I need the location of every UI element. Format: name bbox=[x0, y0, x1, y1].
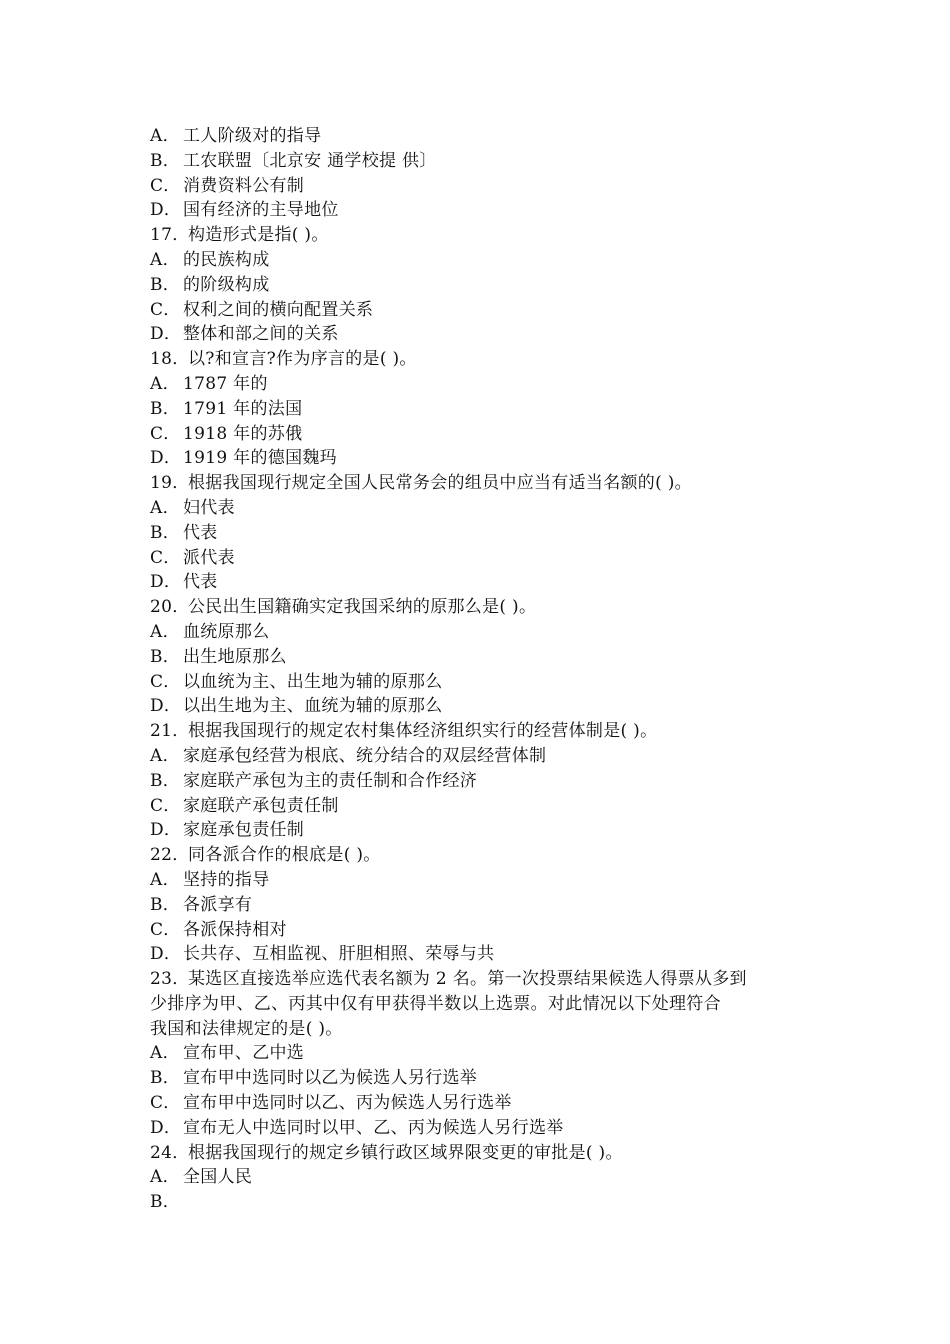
option-line bbox=[150, 198, 810, 223]
option-line bbox=[150, 620, 810, 645]
option-label: B． bbox=[150, 522, 181, 543]
option-label: D． bbox=[150, 944, 182, 965]
option-label: C． bbox=[150, 175, 181, 196]
option-line bbox=[150, 1165, 810, 1190]
option-line bbox=[150, 769, 810, 794]
option-label: B． bbox=[150, 274, 181, 295]
option-line bbox=[150, 744, 810, 769]
option-line bbox=[150, 818, 810, 843]
option-label: B． bbox=[150, 646, 181, 667]
option-line bbox=[150, 868, 810, 893]
question-line bbox=[150, 719, 810, 744]
option-label: A． bbox=[150, 745, 180, 766]
option-label: A． bbox=[150, 1043, 180, 1064]
option-text: 1787 年的 bbox=[183, 373, 268, 394]
option-text: 家庭联产承包责任制 bbox=[183, 795, 339, 816]
option-text: 宣布甲中选同时以乙为候选人另行选举 bbox=[183, 1068, 478, 1089]
option-line bbox=[150, 1041, 810, 1066]
option-text: 各派保持相对 bbox=[183, 919, 287, 940]
option-label: C． bbox=[150, 1093, 181, 1114]
option-text: 1791 年的法国 bbox=[183, 398, 303, 419]
question-text: 公民出生国籍确实定我国采纳的原那么是( )。 bbox=[188, 597, 537, 618]
option-text: 家庭承包经营为根底、统分结合的双层经营体制 bbox=[183, 745, 547, 766]
option-text: 家庭联产承包为主的责任制和合作经济 bbox=[183, 770, 478, 791]
option-label: C． bbox=[150, 299, 181, 320]
option-line bbox=[150, 273, 810, 298]
option-text: 代表 bbox=[183, 522, 218, 543]
option-line bbox=[150, 1091, 810, 1116]
option-text: 坚持的指导 bbox=[183, 869, 270, 890]
option-label: D． bbox=[150, 820, 182, 841]
option-label: D． bbox=[150, 696, 182, 717]
option-label: D． bbox=[150, 1117, 182, 1138]
option-label: D． bbox=[150, 448, 182, 469]
question-number: 24． bbox=[150, 1142, 190, 1163]
option-line bbox=[150, 1066, 810, 1091]
option-line bbox=[150, 446, 810, 471]
question-text: 根据我国现行的规定农村集体经济组织实行的经营体制是( )。 bbox=[188, 721, 658, 742]
option-label: C． bbox=[150, 795, 181, 816]
option-text: 派代表 bbox=[183, 547, 235, 568]
option-text: 代表 bbox=[183, 572, 218, 593]
option-label: A． bbox=[150, 1167, 180, 1188]
option-text: 宣布甲、乙中选 bbox=[183, 1043, 305, 1064]
option-label: C． bbox=[150, 423, 181, 444]
option-text: 整体和部之间的关系 bbox=[183, 324, 339, 345]
option-line bbox=[150, 298, 810, 323]
option-line bbox=[150, 496, 810, 521]
option-text: 各派享有 bbox=[183, 894, 253, 915]
option-line bbox=[150, 794, 810, 819]
question-text: 构造形式是指( )。 bbox=[188, 225, 329, 246]
option-text: 消费资料公有制 bbox=[183, 175, 305, 196]
option-text: 妇代表 bbox=[183, 497, 235, 518]
option-label: C． bbox=[150, 547, 181, 568]
option-text: 全国人民 bbox=[183, 1167, 253, 1188]
option-text: 工农联盟〔北京安 通学校提 供〕 bbox=[183, 150, 437, 171]
question-text: 根据我国现行规定全国人民常务会的组员中应当有适当名额的( )。 bbox=[188, 473, 692, 494]
option-label: A． bbox=[150, 621, 180, 642]
option-label: A． bbox=[150, 497, 180, 518]
question-line bbox=[150, 967, 810, 992]
question-line bbox=[150, 347, 810, 372]
option-text: 宣布甲中选同时以乙、丙为候选人另行选举 bbox=[183, 1093, 512, 1114]
option-line bbox=[150, 124, 810, 149]
question-text: 某选区直接选举应选代表名额为 2 名。第一次投票结果候选人得票从多到 bbox=[188, 969, 747, 990]
option-label: D． bbox=[150, 200, 182, 221]
question-continuation-line bbox=[150, 992, 810, 1017]
option-text: 家庭承包责任制 bbox=[183, 820, 305, 841]
option-line bbox=[150, 1190, 810, 1215]
question-number: 22． bbox=[150, 845, 190, 866]
option-line bbox=[150, 322, 810, 347]
document-body bbox=[150, 124, 810, 1215]
option-label: B． bbox=[150, 150, 181, 171]
option-line bbox=[150, 248, 810, 273]
option-line bbox=[150, 918, 810, 943]
question-number: 21． bbox=[150, 721, 190, 742]
question-text: 根据我国现行的规定乡镇行政区域界限变更的审批是( )。 bbox=[188, 1142, 623, 1163]
option-label: D． bbox=[150, 324, 182, 345]
option-text: 血统原那么 bbox=[183, 621, 270, 642]
option-line bbox=[150, 174, 810, 199]
option-text: 的阶级构成 bbox=[183, 274, 270, 295]
option-label: B． bbox=[150, 770, 181, 791]
option-line bbox=[150, 893, 810, 918]
option-label: C． bbox=[150, 671, 181, 692]
option-line bbox=[150, 670, 810, 695]
option-label: A． bbox=[150, 126, 180, 146]
option-text: 以血统为主、出生地为辅的原那么 bbox=[183, 671, 443, 692]
question-number: 17． bbox=[150, 225, 190, 246]
question-number: 20． bbox=[150, 597, 190, 618]
option-line bbox=[150, 521, 810, 546]
option-text: 工人阶级对的指导 bbox=[183, 126, 322, 146]
question-number: 18． bbox=[150, 349, 190, 370]
option-label: D． bbox=[150, 572, 182, 593]
option-label: A． bbox=[150, 373, 180, 394]
option-text: 国有经济的主导地位 bbox=[183, 200, 339, 221]
question-line bbox=[150, 843, 810, 868]
option-label: B． bbox=[150, 1192, 181, 1213]
option-text: 权利之间的横向配置关系 bbox=[183, 299, 374, 320]
option-line bbox=[150, 422, 810, 447]
question-text: 以?和宣言?作为序言的是( )。 bbox=[188, 349, 417, 370]
option-text: 出生地原那么 bbox=[183, 646, 287, 667]
question-text: 少排序为甲、乙、丙其中仅有甲获得半数以上选票。对此情况以下处理符合 bbox=[150, 993, 721, 1014]
option-label: A． bbox=[150, 869, 180, 890]
option-line bbox=[150, 546, 810, 571]
option-label: B． bbox=[150, 1068, 181, 1089]
option-line bbox=[150, 397, 810, 422]
option-text: 的民族构成 bbox=[183, 249, 270, 270]
question-line bbox=[150, 1141, 810, 1166]
option-text: 1919 年的德国魏玛 bbox=[183, 448, 337, 469]
option-text: 1918 年的苏俄 bbox=[183, 423, 303, 444]
question-number: 23． bbox=[150, 969, 190, 990]
option-line bbox=[150, 645, 810, 670]
option-line bbox=[150, 694, 810, 719]
question-text: 同各派合作的根底是( )。 bbox=[188, 845, 381, 866]
option-line bbox=[150, 149, 810, 174]
option-text: 以出生地为主、血统为辅的原那么 bbox=[183, 696, 443, 717]
option-line bbox=[150, 372, 810, 397]
question-line bbox=[150, 595, 810, 620]
question-line bbox=[150, 471, 810, 496]
option-text: 长共存、互相监视、肝胆相照、荣辱与共 bbox=[183, 944, 495, 965]
option-line bbox=[150, 1116, 810, 1141]
question-continuation-line bbox=[150, 1017, 810, 1042]
option-line bbox=[150, 942, 810, 967]
question-line bbox=[150, 223, 810, 248]
option-line bbox=[150, 570, 810, 595]
option-label: B． bbox=[150, 894, 181, 915]
question-text: 我国和法律规定的是( )。 bbox=[150, 1018, 343, 1039]
option-label: C． bbox=[150, 919, 181, 940]
option-label: B． bbox=[150, 398, 181, 419]
question-number: 19． bbox=[150, 473, 190, 494]
option-text: 宣布无人中选同时以甲、乙、丙为候选人另行选举 bbox=[183, 1117, 564, 1138]
option-label: A． bbox=[150, 249, 180, 270]
